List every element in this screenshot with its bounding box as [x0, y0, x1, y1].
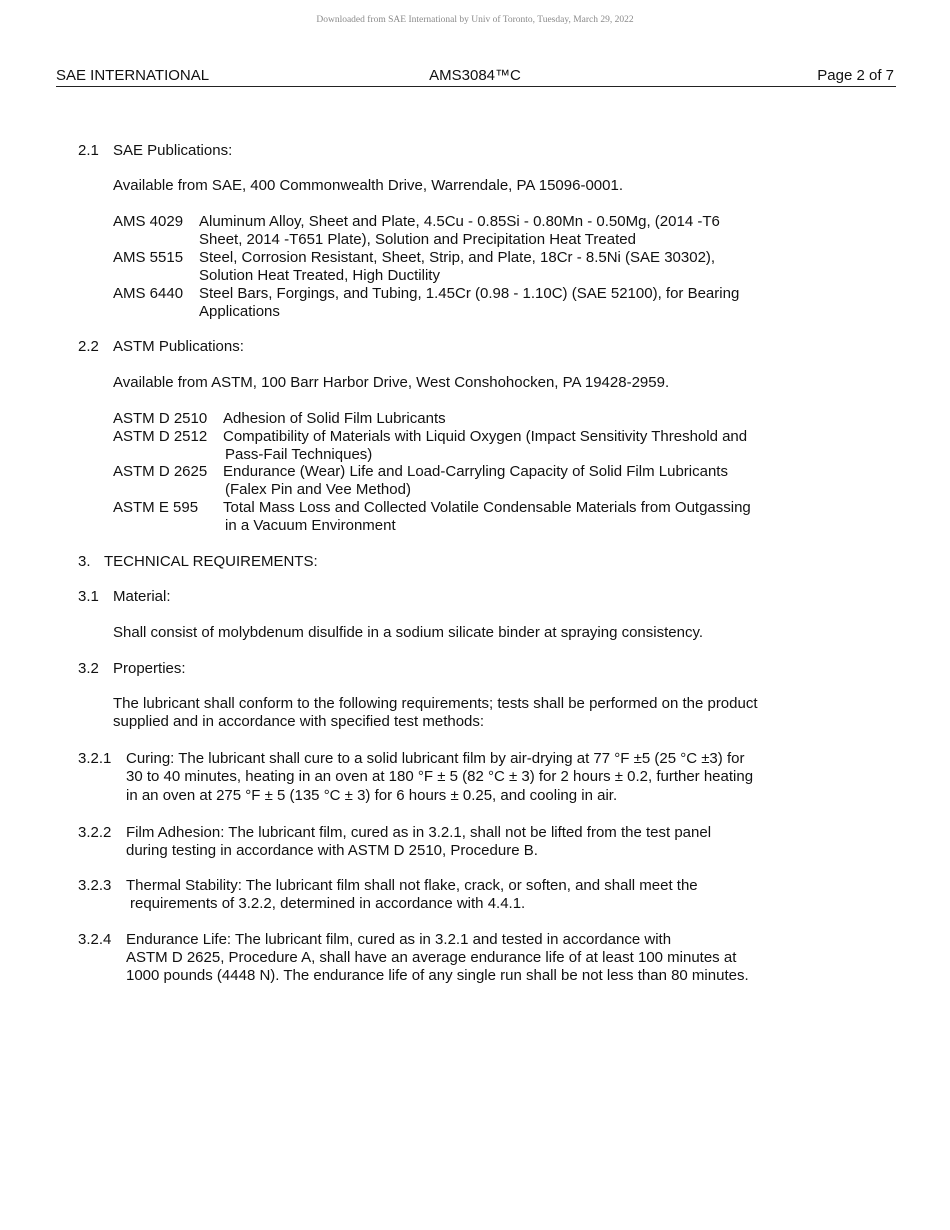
header-org: SAE INTERNATIONAL [56, 67, 210, 84]
ref-title: in a Vacuum Environment [225, 517, 396, 534]
ref-code: AMS 6440 [113, 285, 184, 302]
section-3-2-1-text: 30 to 40 minutes, heating in an oven at 180 °F ± 5 (82 °C ± 3) for 2 hours ± 0.2, further heating [126, 768, 754, 785]
ref-title: Steel, Corrosion Resistant, Sheet, Strip, and Plate, 18Cr - 8.5Ni (SAE 30302), [199, 249, 716, 266]
ref-code: ASTM D 2512 [113, 428, 208, 445]
ref-code: AMS 5515 [113, 249, 184, 266]
section-2-2-title: ASTM Publications: [113, 338, 244, 355]
section-3-title: TECHNICAL REQUIREMENTS: [104, 553, 318, 570]
ref-code: ASTM D 2510 [113, 410, 208, 427]
ref-title: (Falex Pin and Vee Method) [225, 481, 411, 498]
section-3-2-1-text: Curing: The lubricant shall cure to a solid lubricant film by air-drying at 77 °F ±5 (25 °C ±3) for [126, 750, 745, 767]
section-3-2-2-text: Film Adhesion: The lubricant film, cured as in 3.2.1, shall not be lifted from the test panel [126, 824, 712, 841]
ref-title: Adhesion of Solid Film Lubricants [223, 410, 446, 427]
section-3-1-text: Shall consist of molybdenum disulfide in a sodium silicate binder at spraying consistency. [113, 624, 704, 641]
section-2-2-availability: Available from ASTM, 100 Barr Harbor Drive, West Conshohocken, PA 19428-2959. [113, 374, 670, 391]
header-rule [56, 86, 896, 87]
section-3-2-2-text: during testing in accordance with ASTM D 2510, Procedure B. [126, 842, 538, 859]
section-2-1-number: 2.1 [78, 142, 99, 159]
section-3-1-title: Material: [113, 588, 171, 605]
section-3-2-3-number: 3.2.3 [78, 877, 112, 894]
ref-title: Applications [199, 303, 280, 320]
section-3-2-4-text: ASTM D 2625, Procedure A, shall have an average endurance life of at least 100 minutes at [126, 949, 737, 966]
section-3-2-4-text: 1000 pounds (4448 N). The endurance life of any single run shall be not less than 80 minutes. [126, 967, 749, 984]
section-3-number: 3. [78, 553, 91, 570]
section-3-2-4-number: 3.2.4 [78, 931, 112, 948]
ref-code: AMS 4029 [113, 213, 184, 230]
section-3-2-text: The lubricant shall conform to the following requirements; tests shall be performed on the product [113, 695, 758, 712]
ref-title: Total Mass Loss and Collected Volatile Condensable Materials from Outgassing [223, 499, 751, 516]
section-3-2-1-text: in an oven at 275 °F ± 5 (135 °C ± 3) for 6 hours ± 0.25, and cooling in air. [126, 787, 618, 804]
ref-title: Endurance (Wear) Life and Load-Carryling Capacity of Solid Film Lubricants [223, 463, 728, 480]
section-3-2-2-number: 3.2.2 [78, 824, 112, 841]
section-2-1-availability: Available from SAE, 400 Commonwealth Drive, Warrendale, PA 15096-0001. [113, 177, 623, 194]
header-page-number: Page 2 of 7 [817, 67, 894, 84]
header-doc-id: AMS3084™C [429, 67, 521, 84]
ref-title: Pass-Fail Techniques) [225, 446, 373, 463]
ref-title: Aluminum Alloy, Sheet and Plate, 4.5Cu - 0.85Si - 0.80Mn - 0.50Mg, (2014 -T6 [199, 213, 720, 230]
ref-code: ASTM D 2625 [113, 463, 208, 480]
section-3-2-number: 3.2 [78, 660, 99, 677]
ref-code: ASTM E 595 [113, 499, 199, 516]
ref-title: Sheet, 2014 -T651 Plate), Solution and Precipitation Heat Treated [199, 231, 636, 248]
section-3-1-number: 3.1 [78, 588, 99, 605]
section-3-2-1-number: 3.2.1 [78, 750, 112, 767]
section-3-2-3-text: Thermal Stability: The lubricant film shall not flake, crack, or soften, and shall meet the [126, 877, 698, 894]
section-3-2-4-text: Endurance Life: The lubricant film, cured as in 3.2.1 and tested in accordance with [126, 931, 672, 948]
section-2-2-number: 2.2 [78, 338, 99, 355]
section-3-2-3-text: requirements of 3.2.2, determined in accordance with 4.4.1. [130, 895, 526, 912]
ref-title: Compatibility of Materials with Liquid Oxygen (Impact Sensitivity Threshold and [223, 428, 748, 445]
ref-title: Steel Bars, Forgings, and Tubing, 1.45Cr (0.98 - 1.10C) (SAE 52100), for Bearing [199, 285, 740, 302]
section-3-2-text: supplied and in accordance with specified test methods: [113, 713, 485, 730]
download-watermark: Downloaded from SAE International by Univ of Toronto, Tuesday, March 29, 2022 [316, 15, 634, 25]
section-3-2-title: Properties: [113, 660, 186, 677]
ref-title: Solution Heat Treated, High Ductility [199, 267, 440, 284]
section-2-1-title: SAE Publications: [113, 142, 233, 159]
